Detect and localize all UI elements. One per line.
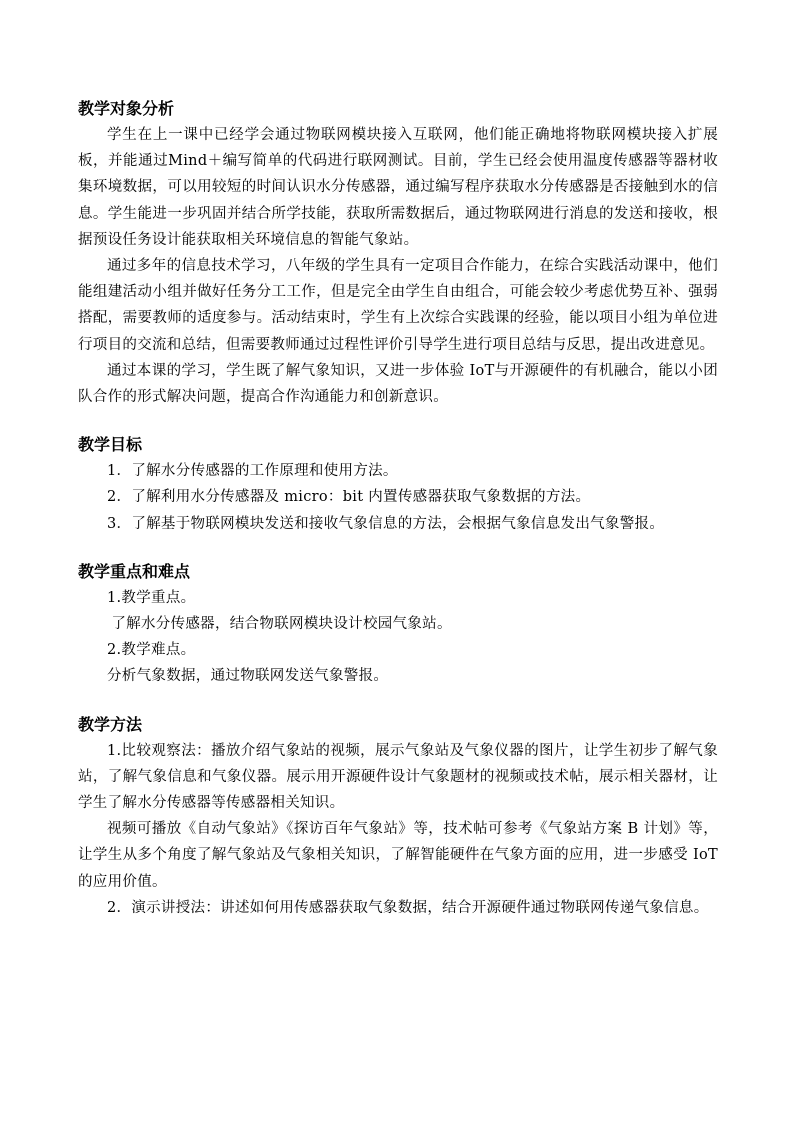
section-teaching-goals xyxy=(78,432,718,537)
section-student-analysis xyxy=(78,96,718,410)
section-heading: 教学目标 xyxy=(78,435,143,455)
paragraph: 2．演示讲授法：讲述如何用传感器获取气象数据，结合开源硬件通过物联网传递气象信息。 xyxy=(107,899,709,916)
list-item: 2．了解利用水分传感器及 micro：bit 内置传感器获取气象数据的方法。 xyxy=(107,489,591,506)
list-item: 1．了解水分传感器的工作原理和使用方法。 xyxy=(107,463,398,480)
section-heading: 教学方法 xyxy=(78,714,143,734)
section-teaching-methods xyxy=(78,712,718,921)
paragraph: 学生在上一课中已经学会通过物联网模块接入互联网，他们能正确地将物联网模块接入扩展板，并能通过Mind＋编写简单的代码进行联网测试。目前，学生已经会使用温度传感器等器材收集环境数据，可以用较短的时间认识水分传感器，通过编写程序获取水分传感器是否接触到水的信息。学生能进一步巩固并结合所学技能，获取所需数据后，通过物联网进行消息的发送和接收，根据预设任务设计能获取相关环境信息的智能气象站。 xyxy=(78,127,718,248)
list-item: 1.教学重点。 xyxy=(107,589,196,606)
list-item: 了解水分传感器，结合物联网模块设计校园气象站。 xyxy=(111,616,452,633)
list-item: 3．了解基于物联网模块发送和接收气象信息的方法，会根据气象信息发出气象警报。 xyxy=(107,515,665,532)
section-heading: 教学对象分析 xyxy=(78,99,175,118)
section-heading: 教学重点和难点 xyxy=(78,561,191,581)
paragraph: 通过多年的信息技术学习，八年级的学生具有一定项目合作能力，在综合实践活动课中，他们能组建活动小组并做好任务分工工作，但是完全由学生自由组合，可能会较少考虑优势互补、强弱搭配，需要教师的适度参与。活动结束时，学生有上次综合实践课的经验，能以项目小组为单位进行项目的交流和总结，但需要教师通过过程性评价引导学生进行项目总结与反思，提出改进意见。 xyxy=(78,258,718,353)
paragraph: 视频可播放《自动气象站》《探访百年气象站》等，技术帖可参考《气象站方案 B 计划》等，让学生从多个角度了解气象站及气象相关知识，了解智能硬件在气象方面的应用，进一步感受 IoT 的应用价值。 xyxy=(78,821,718,890)
list-item: 2.教学难点。 xyxy=(107,642,196,659)
document-page xyxy=(78,96,718,943)
list-item: 分析气象数据，通过物联网发送气象警报。 xyxy=(107,668,389,685)
paragraph: 1.比较观察法：播放介绍气象站的视频，展示气象站及气象仪器的图片，让学生初步了解气象站，了解气象信息和气象仪器。展示用开源硬件设计气象题材的视频或技术帖，展示相关器材，让学生了解水分传感器等传感器相关知识。 xyxy=(78,742,718,812)
section-key-points xyxy=(78,559,718,690)
paragraph: 通过本课的学习，学生既了解气象知识，又进一步体验 IoT与开源硬件的有机融合，能以小团队合作的形式解决问题，提高合作沟通能力和创新意识。 xyxy=(78,362,718,406)
